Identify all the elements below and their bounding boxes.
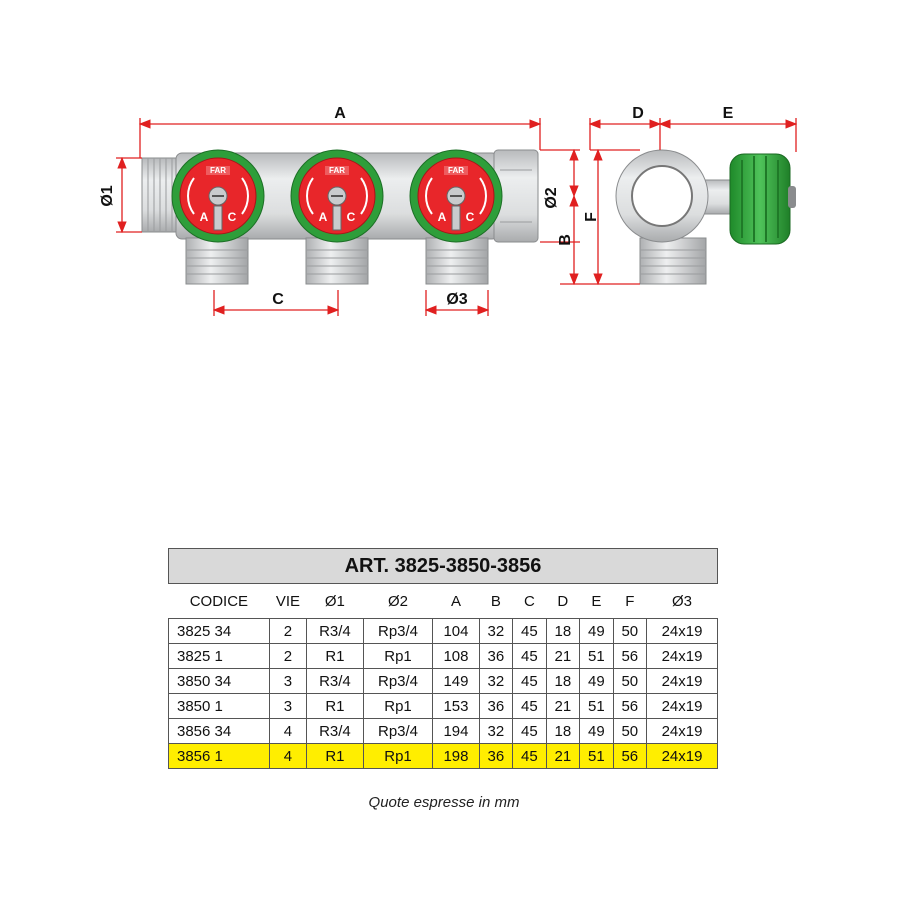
table-cell: 24x19 (647, 619, 718, 644)
table-cell: 50 (613, 719, 646, 744)
table-cell: 51 (580, 644, 613, 669)
table-cell: Rp1 (363, 644, 433, 669)
valve-knob (291, 150, 383, 242)
table-cell: 104 (433, 619, 479, 644)
table-cell: R3/4 (307, 719, 364, 744)
units-note: Quote espresse in mm (368, 794, 520, 811)
outlet-nipple (186, 238, 248, 284)
table-row (169, 619, 718, 644)
col-header: VIE (269, 584, 306, 619)
manifold-front-view (142, 150, 538, 284)
table-cell: 36 (479, 694, 512, 719)
col-header: F (613, 584, 646, 619)
table-cell: 56 (613, 644, 646, 669)
table-cell: 21 (546, 694, 579, 719)
spec-table (168, 548, 718, 769)
table-cell: 24x19 (647, 694, 718, 719)
table-cell: 18 (546, 719, 579, 744)
col-header: Ø3 (647, 584, 718, 619)
table-cell: R1 (307, 744, 364, 769)
table-cell: 18 (546, 669, 579, 694)
table-cell: 21 (546, 744, 579, 769)
table-row (169, 644, 718, 669)
table-cell: 4 (269, 719, 306, 744)
table-cell: 3825 34 (169, 619, 270, 644)
valve-brand: FAR (329, 166, 345, 175)
table-cell: 56 (613, 694, 646, 719)
table-cell: 45 (513, 619, 546, 644)
outlet-nipple (426, 238, 488, 284)
table-cell: Rp3/4 (363, 619, 433, 644)
table-cell: Rp3/4 (363, 719, 433, 744)
valve-letter-c: C (465, 210, 475, 224)
col-header: Ø1 (307, 584, 364, 619)
table-cell: 50 (613, 619, 646, 644)
dim-label-d2: Ø2 (543, 187, 560, 209)
valve-knob (410, 150, 502, 242)
table-cell: Rp1 (363, 744, 433, 769)
table-cell: 4 (269, 744, 306, 769)
table-cell: Rp1 (363, 694, 433, 719)
table-cell: 50 (613, 669, 646, 694)
table-cell: 45 (513, 744, 546, 769)
table-body (169, 619, 718, 769)
table-row (169, 669, 718, 694)
table-cell: 3825 1 (169, 644, 270, 669)
table-cell: Rp3/4 (363, 669, 433, 694)
table-cell: R1 (307, 644, 364, 669)
table-cell: 45 (513, 719, 546, 744)
table-cell: 21 (546, 644, 579, 669)
table-row (169, 719, 718, 744)
table-cell: 108 (433, 644, 479, 669)
valve-letter-a: A (437, 210, 447, 224)
table-cell: R3/4 (307, 619, 364, 644)
col-header: Ø2 (363, 584, 433, 619)
table-cell: 32 (479, 669, 512, 694)
table-cell: 3 (269, 669, 306, 694)
table-cell: 36 (479, 644, 512, 669)
outlet-nipple (306, 238, 368, 284)
table-cell: 149 (433, 669, 479, 694)
col-header: E (580, 584, 613, 619)
valve-letter-c: C (346, 210, 356, 224)
table-cell: 24x19 (647, 669, 718, 694)
table-row (169, 694, 718, 719)
table-cell: 194 (433, 719, 479, 744)
dim-label-c: C (272, 291, 284, 308)
table-cell: 49 (580, 719, 613, 744)
valve-letter-c: C (227, 210, 237, 224)
dim-label-b: B (557, 234, 574, 246)
table-cell: 153 (433, 694, 479, 719)
dim-label-d1: Ø1 (99, 185, 116, 207)
dim-label-d3: Ø3 (446, 291, 468, 308)
table-cell: 36 (479, 744, 512, 769)
valve-brand: FAR (210, 166, 226, 175)
valve-letter-a: A (318, 210, 328, 224)
col-header: B (479, 584, 512, 619)
table-cell: 24x19 (647, 644, 718, 669)
dim-label-e: E (722, 105, 734, 122)
table-cell: 45 (513, 669, 546, 694)
valve-cap (730, 154, 796, 244)
valve-knob (172, 150, 264, 242)
table-row (169, 744, 718, 769)
col-header: D (546, 584, 579, 619)
table-cell: 3856 34 (169, 719, 270, 744)
table-cell: 18 (546, 619, 579, 644)
table-cell: R3/4 (307, 669, 364, 694)
table-cell: 32 (479, 719, 512, 744)
table-cell: 24x19 (647, 744, 718, 769)
table-cell: 49 (580, 669, 613, 694)
table-cell: 56 (613, 744, 646, 769)
dim-label-d: D (632, 105, 644, 122)
table-cell: R1 (307, 694, 364, 719)
table-cell: 51 (580, 744, 613, 769)
valve-brand: FAR (448, 166, 464, 175)
table-header-row (169, 584, 718, 619)
table-cell: 3856 1 (169, 744, 270, 769)
table-cell: 3850 34 (169, 669, 270, 694)
table-title: ART. 3825-3850-3856 (169, 549, 718, 584)
col-header: C (513, 584, 546, 619)
table-cell: 32 (479, 619, 512, 644)
dim-label-f: F (583, 212, 600, 222)
table-cell: 45 (513, 694, 546, 719)
valve-letter-a: A (199, 210, 209, 224)
manifold-side-view (616, 150, 796, 284)
table-cell: 2 (269, 619, 306, 644)
table-cell: 2 (269, 644, 306, 669)
table-cell: 3 (269, 694, 306, 719)
table-cell: 198 (433, 744, 479, 769)
dim-label-a: A (334, 105, 346, 122)
col-header: CODICE (169, 584, 270, 619)
table-cell: 51 (580, 694, 613, 719)
table-cell: 49 (580, 619, 613, 644)
table-cell: 3850 1 (169, 694, 270, 719)
table-cell: 45 (513, 644, 546, 669)
col-header: A (433, 584, 479, 619)
table-cell: 24x19 (647, 719, 718, 744)
